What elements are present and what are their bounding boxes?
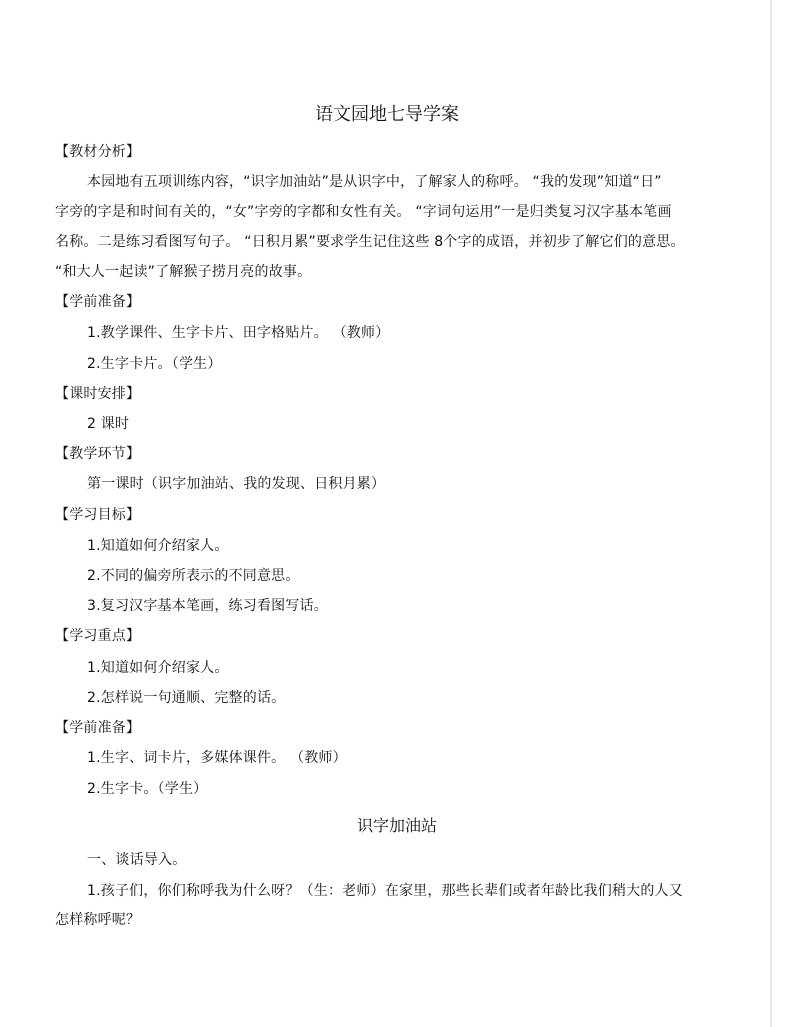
part1-line-2: 怎样称呼呢？ bbox=[55, 912, 141, 928]
prep-item-2: 2.生字卡片。（学生） bbox=[87, 356, 222, 372]
prep2-item-2: 2.生字卡。（学生） bbox=[87, 781, 208, 797]
analysis-line-4: “和大人一起读”了解猴子捞月亮的故事。 bbox=[55, 264, 312, 280]
analysis-line-1: 本园地有五项训练内容，“识字加油站”是从识字中，了解家人的称呼。 “我的发现”知道“日” bbox=[87, 174, 662, 190]
heading-pre-study-prep-2: 【学前准备】 bbox=[55, 720, 141, 736]
page-edge bbox=[770, 0, 772, 1027]
heading-learning-goals: 【学习目标】 bbox=[55, 507, 141, 523]
section-subtitle: 识字加油站 bbox=[356, 816, 437, 835]
analysis-line-3: 名称。二是练习看图写句子。 “日积月累”要求学生记住这些 8个字的成语，并初步了解它们的意思。 bbox=[55, 234, 685, 250]
prep-item-1: 1.教学课件、生字卡片、田字格贴片。 （教师） bbox=[87, 325, 390, 341]
part1-heading: 一、谈话导入。 bbox=[87, 852, 187, 868]
heading-teaching-steps: 【教学环节】 bbox=[55, 446, 141, 462]
heading-learning-focus: 【学习重点】 bbox=[55, 628, 141, 644]
goal-item-1: 1.知道如何介绍家人。 bbox=[87, 538, 229, 554]
goal-item-2: 2.不同的偏旁所表示的不同意思。 bbox=[87, 568, 300, 584]
heading-pre-study-prep: 【学前准备】 bbox=[55, 294, 141, 310]
focus-item-2: 2.怎样说一句通顺、完整的话。 bbox=[87, 690, 286, 706]
schedule-text: 2 课时 bbox=[87, 416, 130, 432]
heading-schedule: 【课时安排】 bbox=[55, 386, 141, 402]
first-lesson-text: 第一课时（识字加油站、我的发现、日积月累） bbox=[87, 476, 386, 492]
analysis-line-2: 字旁的字是和时间有关的，“女”字旁的字都和女性有关。 “字词句运用”一是归类复习汉字基本笔画 bbox=[55, 204, 672, 220]
prep2-item-1: 1.生字、词卡片，多媒体课件。 （教师） bbox=[87, 750, 347, 766]
goal-item-3: 3.复习汉字基本笔画，练习看图写话。 bbox=[87, 598, 328, 614]
document-title: 语文园地七导学案 bbox=[315, 104, 459, 125]
focus-item-1: 1.知道如何介绍家人。 bbox=[87, 660, 229, 676]
heading-textbook-analysis: 【教材分析】 bbox=[55, 144, 141, 160]
part1-line-1: 1.孩子们，你们称呼我为什么呀？（生：老师）在家里，那些长辈们或者年龄比我们稍大的人又 bbox=[87, 883, 683, 899]
